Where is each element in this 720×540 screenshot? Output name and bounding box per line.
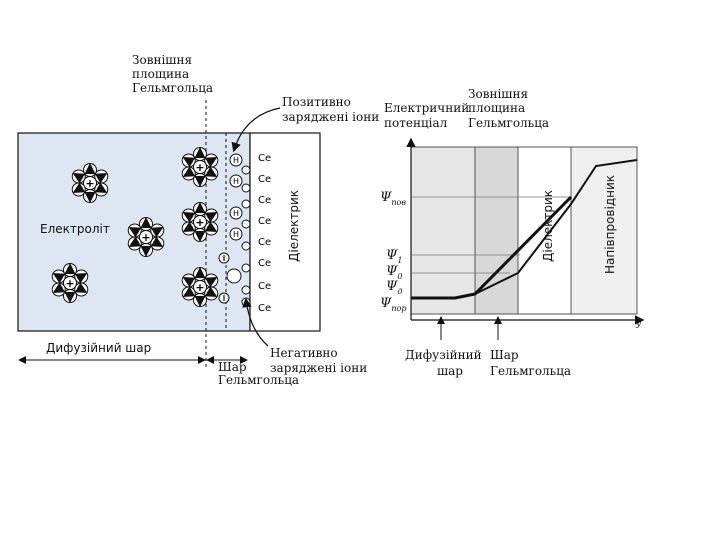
adsorbed-ion <box>242 184 250 192</box>
h-label: H <box>232 209 240 218</box>
psi-label: $\Psi_0$ <box>386 264 403 281</box>
ce-label: Ce <box>258 237 272 248</box>
plus-sign: + <box>195 161 205 174</box>
ce-label: Ce <box>258 216 272 227</box>
ce-label: Ce <box>258 303 272 314</box>
dielectric-label-right: Діелектрик <box>541 189 555 262</box>
positive-ions-label: Позитивно заряджені іони <box>282 95 380 124</box>
negative-ions-label: Негативно заряджені іони <box>270 346 368 375</box>
adsorbed-ion <box>242 220 250 228</box>
psi-label: $\Psi_1$ <box>386 248 403 265</box>
ce-label: Ce <box>258 153 272 164</box>
plus-sign: + <box>195 216 205 229</box>
plus-sign: + <box>65 277 75 290</box>
outer-helmholtz-plane-label: Зовнішня площина Гельмгольца <box>132 53 214 95</box>
helmholtz-layer-label-right: Шар Гельмгольца <box>490 348 572 378</box>
ce-label: Ce <box>258 174 272 185</box>
psi-label: $\Psi_{пов}$ <box>380 190 407 207</box>
diffuse-layer-label: Дифузійний шар <box>46 341 152 355</box>
left-diagram <box>18 53 379 387</box>
adsorbed-ion <box>242 200 250 208</box>
electrolyte-label: Електроліт <box>40 222 110 236</box>
electric-potential-label: Електричний потенціал <box>384 101 470 130</box>
h-label: H <box>232 177 240 186</box>
adsorbed-ion <box>242 166 250 174</box>
diffuse-layer-label-right: Дифузійний шар <box>405 348 482 378</box>
ce-label: Ce <box>258 258 272 269</box>
psi-labels <box>380 190 407 313</box>
adsorbed-ion <box>242 264 250 272</box>
psi-label: $\Psi_{пор}$ <box>380 296 407 313</box>
adsorbed-ion <box>242 242 250 250</box>
ce-label: Ce <box>258 195 272 206</box>
h-label: H <box>232 156 240 165</box>
right-diagram <box>380 87 642 378</box>
diffuse-zone-shade <box>411 147 475 314</box>
plus-sign: + <box>141 231 151 244</box>
ce-label: Ce <box>258 281 272 292</box>
dielectric-label-left: Діелектрик <box>287 189 301 262</box>
helmholtz-layer-label: Шар Гельмгольца <box>218 360 300 387</box>
plus-sign: + <box>85 177 95 190</box>
axis-symbol-y: y <box>636 319 642 329</box>
negative-ion <box>227 269 241 283</box>
h-label: H <box>232 230 240 239</box>
plus-sign: + <box>195 281 205 294</box>
outer-helmholtz-plane-label-right: Зовнішня площина Гельмгольца <box>468 87 550 130</box>
semiconductor-label: Напівпровідник <box>603 174 617 274</box>
adsorbed-ion <box>242 286 250 294</box>
psi-label: $\Psi_д$ <box>386 279 403 296</box>
